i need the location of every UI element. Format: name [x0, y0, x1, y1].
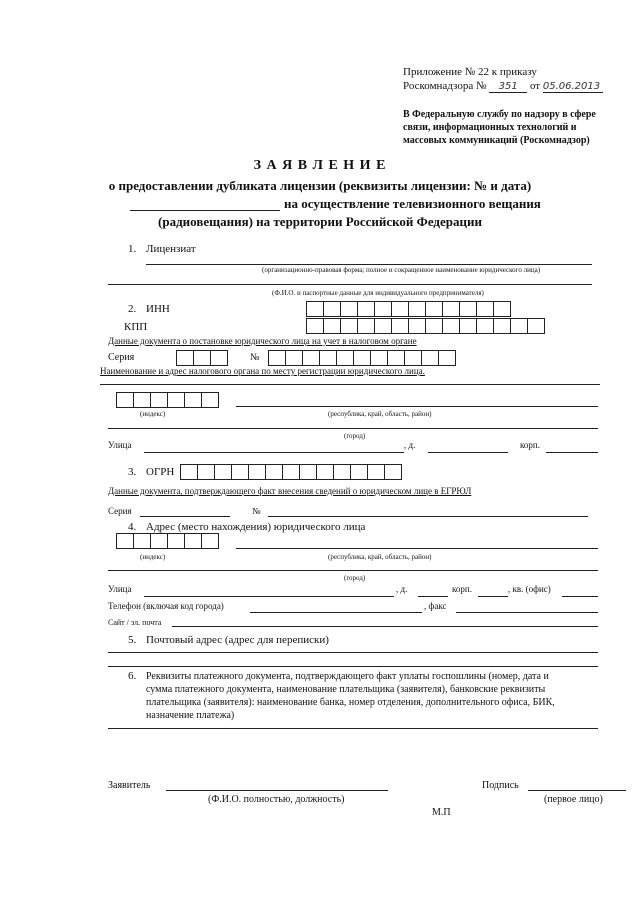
- tax-org-street-field[interactable]: [144, 452, 404, 453]
- recipient-block: [403, 108, 596, 147]
- egrul-series-field[interactable]: [140, 516, 230, 517]
- recipient-line: связи, информационных технологий и: [403, 122, 577, 133]
- egrul-doc-label: Данные документа, подтверждающего факт внесения сведений о юридическом лице в ЕГРЮЛ: [108, 486, 472, 496]
- tax-series-label: Серия: [108, 352, 135, 363]
- site-field[interactable]: [172, 626, 598, 627]
- licensee-ip-hint: (Ф.И.О. и паспортные данные для индивидуального предпринимателя): [272, 289, 484, 297]
- order-number-label: [403, 80, 603, 93]
- legal-office-field[interactable]: [562, 596, 598, 597]
- postal-address-field-1[interactable]: [108, 652, 598, 653]
- recipient-line: В Федеральную службу по надзору в сфере: [403, 109, 596, 120]
- tax-org-field[interactable]: [100, 384, 600, 385]
- legal-region-field[interactable]: [236, 548, 598, 549]
- section-2-number: 2.: [128, 303, 137, 315]
- tax-org-region-hint: (республика, край, область, район): [328, 410, 432, 418]
- tax-number-boxes[interactable]: [268, 350, 455, 366]
- payment-details-line: Реквизиты платежного документа, подтверждающего факт уплаты госпошлины (номер, дата и: [146, 671, 549, 682]
- payment-details-label: [146, 670, 555, 722]
- tax-number-label: №: [250, 352, 260, 363]
- order-date-prefix: от: [529, 80, 541, 92]
- applicant-label: Заявитель: [108, 780, 151, 791]
- tax-org-house-field[interactable]: [428, 452, 508, 453]
- legal-office-label: , кв. (офис): [508, 584, 551, 594]
- legal-house-field[interactable]: [418, 596, 448, 597]
- licensee-field[interactable]: [146, 264, 592, 265]
- licensee-hint: (организационно-правовая форма; полное и сокращенное наименование юридического лица): [262, 266, 541, 274]
- signature-label: Подпись: [482, 780, 519, 791]
- stamp-label: М.П: [432, 807, 451, 818]
- signature-field[interactable]: [528, 790, 626, 791]
- tax-series-boxes[interactable]: [176, 350, 227, 366]
- tax-org-street-label: Улица: [108, 440, 132, 450]
- section-6-number: 6.: [128, 670, 137, 682]
- applicant-hint: (Ф.И.О. полностью, должность): [208, 794, 345, 805]
- egrul-series-label: Серия: [108, 506, 132, 516]
- kpp-label: КПП: [124, 321, 148, 333]
- payment-details-field[interactable]: [108, 728, 598, 729]
- phone-label: Телефон (включая код города): [108, 601, 224, 611]
- applicant-field[interactable]: [166, 790, 388, 791]
- section-5-number: 5.: [128, 634, 137, 646]
- order-date-handwritten: 05.06.2013: [543, 81, 603, 93]
- legal-city-field[interactable]: [108, 570, 598, 571]
- egrul-number-field[interactable]: [268, 516, 588, 517]
- inn-label: ИНН: [146, 303, 170, 315]
- tax-org-label: Наименование и адрес налогового органа по месту регистрации юридического лица.: [100, 366, 425, 376]
- postal-address-field-2[interactable]: [108, 666, 598, 667]
- licensee-label: Лицензиат: [146, 243, 196, 255]
- signature-hint: (первое лицо): [544, 794, 603, 805]
- tax-org-house-label: , д.: [404, 440, 416, 450]
- inn-boxes[interactable]: [306, 301, 510, 317]
- tax-org-city-field[interactable]: [108, 428, 598, 429]
- legal-city-hint: (город): [344, 574, 366, 582]
- egrul-number-label: №: [252, 506, 261, 516]
- tax-org-index-boxes[interactable]: [116, 392, 218, 408]
- legal-house-label: , д.: [396, 584, 408, 594]
- legal-street-field[interactable]: [144, 596, 394, 597]
- tax-doc-label: Данные документа о постановке юридического лица на учет в налоговом органе: [108, 336, 417, 346]
- licensee-ip-field[interactable]: [108, 284, 592, 285]
- document-title: З А Я В Л Е Н И Е: [253, 158, 387, 173]
- legal-index-boxes[interactable]: [116, 533, 218, 549]
- payment-details-line: плательщика (заявителя): наименование банка, номер отделения, дополнительного офиса, БИК,: [146, 697, 555, 708]
- section-3-number: 3.: [128, 466, 137, 478]
- payment-details-line: сумма платежного документа, наименование плательщика (заявителя), банковские реквизиты: [146, 684, 546, 695]
- site-label: Сайт / эл. почта: [108, 618, 162, 627]
- ogrn-boxes[interactable]: [180, 464, 401, 480]
- phone-field[interactable]: [250, 612, 422, 613]
- legal-region-hint: (республика, край, область, район): [328, 553, 432, 561]
- payment-details-line: назначение платежа): [146, 710, 235, 721]
- ogrn-label: ОГРН: [146, 466, 175, 478]
- order-number-handwritten: 351: [489, 81, 527, 93]
- tax-org-city-hint: (город): [344, 432, 366, 440]
- order-prefix: Роскомнадзора №: [403, 80, 487, 92]
- tax-org-building-field[interactable]: [546, 452, 598, 453]
- license-details-field[interactable]: [130, 210, 280, 211]
- appendix-label: Приложение № 22 к приказу: [403, 66, 537, 78]
- legal-address-label: Адрес (место нахождения) юридического лица: [146, 521, 366, 533]
- title-line-3: (радиовещания) на территории Российской Федерации: [158, 214, 482, 229]
- tax-org-building-label: корп.: [520, 440, 540, 450]
- legal-index-hint: (индекс): [140, 553, 166, 561]
- postal-address-label: Почтовый адрес (адрес для переписки): [146, 634, 329, 646]
- title-line-2: на осуществление телевизионного вещания: [284, 196, 541, 211]
- legal-street-label: Улица: [108, 584, 132, 594]
- fax-field[interactable]: [456, 612, 598, 613]
- title-line-1: о предоставлении дубликата лицензии (реквизиты лицензии: № и дата): [108, 178, 532, 193]
- section-1-number: 1.: [128, 243, 137, 255]
- section-4-number: 4.: [128, 521, 137, 533]
- fax-label: , факс: [424, 601, 447, 611]
- tax-org-index-hint: (индекс): [140, 410, 166, 418]
- legal-building-label: корп.: [452, 584, 472, 594]
- tax-org-region-field[interactable]: [236, 406, 598, 407]
- legal-building-field[interactable]: [478, 596, 508, 597]
- kpp-boxes[interactable]: [306, 318, 544, 334]
- recipient-line: массовых коммуникаций (Роскомнадзор): [403, 135, 590, 146]
